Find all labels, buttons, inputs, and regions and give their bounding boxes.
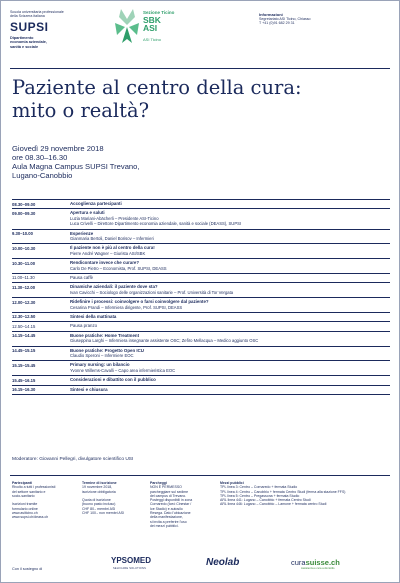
- schedule-time: 12.00–12.30: [12, 299, 36, 305]
- schedule-title: Buone pratiche: Home Treatment: [70, 332, 140, 338]
- schedule-row: [12, 375, 390, 384]
- info-title: Informazioni: [259, 12, 283, 17]
- schedule-time: 14.15–14.45: [12, 333, 36, 339]
- schedule-row: [12, 199, 390, 208]
- footer-line: ARL linea 441: Lugano – Canobbio + fermata Centro Studi: [220, 498, 311, 503]
- sponsor-label: Con il sostegno di: [12, 567, 43, 571]
- footer-line: www.asiticino.ch: [12, 511, 38, 516]
- schedule-title: Sintesi della mattinata: [70, 313, 117, 319]
- event-time: ore 08.30–16.30: [12, 153, 68, 162]
- cross-logo-icon: [113, 9, 141, 47]
- footer-column: [82, 481, 148, 515]
- footer-line: socio-sanitario: [12, 493, 35, 498]
- schedule-title: Pausa caffè: [70, 274, 94, 280]
- header-divider: [10, 68, 390, 69]
- footer-line: del campus di Trevano.: [150, 493, 187, 498]
- schedule-time: 10.30–11.00: [12, 260, 36, 266]
- schedule-speaker: Ivan Cavicchi – Sociologo delle organizzazioni sanitarie – Prof. Università di Tor Vergata: [70, 289, 234, 295]
- curasuisse-b: suisse.ch: [305, 558, 340, 567]
- footer-line: si invita a preferire l'uso: [150, 519, 187, 524]
- moderator-line: Moderatore: Giovanni Pellegri, divulgatore scientifico USI: [12, 457, 134, 462]
- schedule-title: Ridefinire i processi: coinvolgere o farsi coinvolgere dal paziente?: [70, 299, 209, 305]
- schedule-row: [12, 243, 390, 258]
- curasuisse-a: cura: [291, 558, 306, 567]
- schedule-row: [12, 346, 390, 361]
- ypsomed-logo: YPSOMED: [111, 556, 152, 565]
- info-line2: T +41 (0)91 682 29 31: [259, 21, 295, 26]
- schedule-title: Rendicontare invece che curare?: [70, 260, 140, 266]
- footer-line: Cornaredo (Iceò Cinestar /: [150, 502, 192, 507]
- footer-line: Rivolto a tutti i professionisti: [12, 485, 56, 490]
- schedule-speaker: Pierre André Wagner – Giurista ASI/SBK: [70, 250, 146, 256]
- schedule-row: [12, 312, 390, 321]
- footer-column: [220, 481, 390, 507]
- dept-line2: economia aziendale,: [10, 40, 47, 45]
- schedule-time: 09.00–09.30: [12, 210, 36, 216]
- schedule-title: Accoglienza partecipanti: [70, 201, 122, 206]
- footer-column: [12, 481, 80, 520]
- schedule-row: [12, 360, 390, 375]
- schedule-time: 10.00–10.30: [12, 245, 36, 251]
- title-line1: Paziente al centro della cura:: [12, 76, 302, 99]
- footer-line: Resega. Dato l'ubicazione: [150, 511, 191, 516]
- schedule-title: Esperienze: [70, 230, 94, 236]
- schedule-speaker: Yvonne Willems-Cavalli – Capo area infermieristica EOC: [70, 367, 176, 373]
- schedule-time: 12.50–14.15: [12, 323, 36, 329]
- footer-line: Posteggi disponibili in zona: [150, 498, 193, 503]
- footer-line: (buono pasto incluso): [82, 502, 116, 507]
- sbk-asi-logo: [113, 9, 203, 51]
- supsi-logo: SUPSI: [10, 19, 49, 34]
- sbk-label: SBK: [143, 15, 161, 25]
- dept-line1: Dipartimento: [10, 35, 34, 40]
- title-line2: mito o realtà?: [12, 99, 150, 122]
- schedule-time: 9.30–10.00: [12, 231, 33, 237]
- school-line2: della Svizzera italiana: [10, 14, 45, 19]
- event-date: Giovedì 29 novembre 2018: [12, 144, 104, 153]
- footer-line: formulario online: [12, 506, 38, 511]
- footer-line: www.supsi.ch/deass.ch: [12, 515, 49, 520]
- footer-line: Iscrizioni tramite: [12, 502, 38, 507]
- footer-heading: Parcheggi: [150, 481, 167, 485]
- event-place1: Aula Magna Campus SUPSI Trevano,: [12, 162, 140, 171]
- schedule-row: [12, 297, 390, 312]
- schedule-title: Sintesi e chiusura: [70, 386, 108, 392]
- schedule-time: 11.00–11.30: [12, 275, 35, 281]
- footer-line: 19 novembre 2018,: [82, 485, 113, 490]
- footer-heading: Mezzi pubblici: [220, 481, 244, 485]
- schedule-title: Apertura e saluti: [70, 210, 105, 216]
- schedule-title: Primary nursing: un bilancio: [70, 362, 130, 368]
- curasuisse-logo: [291, 558, 340, 567]
- schedule-time: 15.15–15.45: [12, 362, 36, 368]
- footer-line: del settore sanitario e: [12, 489, 46, 494]
- footer-line: CHF 100.- non membri ASI: [82, 511, 125, 516]
- asi-ticino-label: ASI Ticino: [143, 37, 162, 42]
- info-block: [259, 12, 389, 26]
- neolab-logo: Neolab: [206, 557, 240, 568]
- footer-line: NON È PERMESSO: [150, 485, 182, 490]
- curasuisse-subtitle: Assistenza e cura a domicilio: [301, 567, 335, 570]
- info-line1: Segretariato ASI Ticino, Chiasso: [259, 17, 311, 21]
- schedule-speaker: Luzia Mariani-Abächerli – Presidente ASI-Ticino: [70, 215, 159, 221]
- footer-heading: Termine di iscrizione: [82, 481, 117, 485]
- footer-line: ARL linea 446: Lugano – Canobbio – Lamone + fermata centro Studi: [220, 502, 327, 507]
- schedule-row: [12, 273, 390, 282]
- schedule-speaker: Giuseppina Larghi – Infermiera insegnante assistente OSC; Zefiro Mellacqua – Medico aggiunto OSC: [70, 338, 259, 344]
- asi-label: ASI: [143, 23, 158, 33]
- ypsomed-subtitle: SELFCARE SOLUTIONS: [113, 567, 147, 570]
- footer-line: TPL linea 3: Centro – Cornaredo + fermata Studio: [220, 485, 298, 490]
- footer-divider: [10, 475, 390, 476]
- dept-line3: sanità e sociale: [10, 44, 39, 49]
- schedule-speaker: Gianmaria Bertoli, Daniel Borisov – Infermieri: [70, 236, 154, 242]
- footer-line: della manifestazione,: [150, 515, 183, 520]
- footer-line: TPL linea 4: Centro – Canobbio + fermata Centro Studi (ferma alla stazione FFS): [220, 489, 346, 494]
- schedule-time: 14.45–15.15: [12, 348, 36, 354]
- footer-line: TPL linea 5: Centro – Pregassona + fermata Studio: [220, 493, 300, 498]
- sbk-section: Sezione Ticino: [143, 10, 175, 15]
- schedule-row: [12, 208, 390, 228]
- schedule-time: 08.30–09.00: [12, 201, 36, 207]
- footer-column: [150, 481, 218, 528]
- schedule-speaker: Claudio Speroni – Infermiere EOC: [70, 353, 134, 359]
- footer-line: parcheggiare sul sedime: [150, 489, 189, 494]
- footer-line: CHF 80.- membri ASI: [82, 506, 116, 511]
- schedule-title: Pausa pranzo: [70, 323, 98, 329]
- schedule-end-rule: [12, 394, 390, 395]
- event-info: [12, 144, 139, 180]
- schedule-row: [12, 258, 390, 273]
- footer-line: Ice Stadio) e autosilo: [150, 506, 183, 511]
- schedule-time: 16.15–16.30: [12, 387, 36, 393]
- school-line1: Scuola universitaria professionale: [10, 10, 64, 14]
- footer-line: Quota di iscrizione: [82, 498, 111, 503]
- schedule-time: 12.30–12.50: [12, 314, 36, 320]
- footer-line: iscrizione obbligatoria: [82, 489, 116, 494]
- schedule-row: [12, 282, 390, 297]
- schedule-time: 11.30–12.00: [12, 284, 36, 290]
- schedule-speaker: Luca Crivelli – Direttore Dipartimento economia aziendale, sanità e sociale (DEASS), SUPSI: [70, 221, 242, 227]
- schedule-title: Considerazioni e dibattito con il pubblico: [70, 377, 156, 383]
- schedule-title: Dinamiche aziendali: il paziente dove sta?: [70, 284, 158, 290]
- schedule-row: [12, 331, 390, 346]
- footer-heading: Partecipanti: [12, 481, 33, 485]
- schedule-speaker: Carlo De Pietro – Economista, Prof. SUPSI, DEASS: [70, 265, 167, 271]
- event-place2: Lugano-Canobbio: [12, 171, 73, 180]
- schedule-row: [12, 229, 390, 244]
- schedule-title: Buone pratiche: Progetto Open ICU: [70, 347, 144, 353]
- schedule-table: [12, 199, 390, 395]
- schedule-row: [12, 321, 390, 330]
- schedule-title: Il paziente non è più al centro della cura!: [70, 245, 155, 251]
- page-title: [12, 76, 302, 122]
- schedule-speaker: Cesarina Prandi – Infermiera dirigente, Prof. SUPSI, DEASS: [70, 304, 183, 310]
- schedule-row: [12, 385, 390, 394]
- supsi-block: [10, 10, 120, 49]
- schedule-time: 15.45–16.15: [12, 377, 36, 383]
- footer-line: dei mezzi pubblici.: [150, 523, 179, 528]
